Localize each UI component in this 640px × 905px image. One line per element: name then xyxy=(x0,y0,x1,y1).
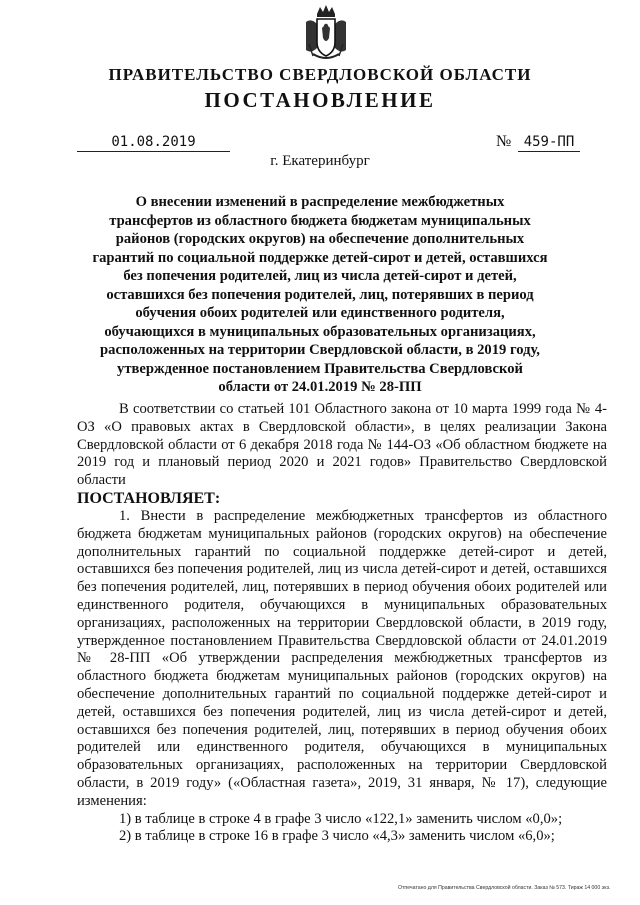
government-name: ПРАВИТЕЛЬСТВО СВЕРДЛОВСКОЙ ОБЛАСТИ xyxy=(108,65,532,84)
document-number: 459-ПП xyxy=(518,134,580,152)
document-title: О внесении изменений в распределение межбюджетных трансфертов из областного бюджета бюджетам муниципальных районов (городских округов) на обеспечение дополнительных гарантий по социальной поддержке детей-сирот и детей, оставшихся без попечения родителей, лиц из числа детей-сирот и детей, оставшихся без попечения родителей, лиц, потерявших в период обучения обоих родителей или единственного родителя, обучающихся в муниципальных образовательных организациях, расположенных на территории Свердловской области, в 2019 году, утвержденное постановлением Правительства Свердловской области от 24.01.2019 № 28-ПП xyxy=(92,194,548,395)
document-body xyxy=(77,401,607,846)
list-item: 2) в таблице в строке 16 в графе 3 число «4,3» заменить числом «6,0»; xyxy=(119,828,555,845)
paragraph-1: 1. Внести в распределение межбюджетных трансфертов из областного бюджета бюджетам муниципальных районов (городских округов) на обеспечение дополнительных гарантий по социальной поддержке детей-сирот и детей, оставшихся без попечения родителей, лиц из числа детей-сирот и детей, оставшихся без попечения родителей, лиц, потерявших в период обучения обоих родителей или единственного родителя, обучающихся в муниципальных образовательных организациях, расположенных на территории Свердловской области, в 2019 году, утвержденное постановлением Правительства Свердловской области от 24.01.2019 № 28-ПП «Об утверждении распределения межбюджетных трансфертов из областного бюджета бюджетам муниципальных районов (городских округов) на обеспечение дополнительных гарантий по социальной поддержке детей-сирот и детей, оставшихся без попечения родителей, лиц из числа детей-сирот и детей, оставшихся без попечения родителей, лиц, потерявших в период обучения обоих родителей или единственного родителя, обучающихся в муниципальных образовательных организациях, расположенных на территории Свердловской области, в 2019 году» («Областная газета», 2019, 31 января, № 17), следующие изменения: xyxy=(77,507,607,809)
city: г. Екатеринбург xyxy=(270,153,370,169)
print-footer: Отпечатано для Правительства Свердловской области. Заказ № 573. Тираж 14 000 экз. xyxy=(398,885,611,891)
number-sign: № xyxy=(496,133,512,150)
list-item: 1) в таблице в строке 4 в графе 3 число «122,1» заменить числом «0,0»; xyxy=(119,810,563,827)
preamble: В соответствии со статьей 101 Областного закона от 10 марта 1999 года № 4-ОЗ «О правовых актах в Свердловской области», в целях реализации Закона Свердловской области от 6 декабря 2018 года № 144-ОЗ «Об областном бюджете на 2019 год и плановый период 2020 и 2021 годов» Правительство Свердловской области xyxy=(77,401,607,489)
coat-of-arms-icon xyxy=(303,4,349,62)
document-type: ПОСТАНОВЛЕНИЕ xyxy=(204,88,436,112)
document-date: 01.08.2019 xyxy=(77,134,230,152)
postanovlyaet-heading: ПОСТАНОВЛЯЕТ: xyxy=(77,489,221,507)
